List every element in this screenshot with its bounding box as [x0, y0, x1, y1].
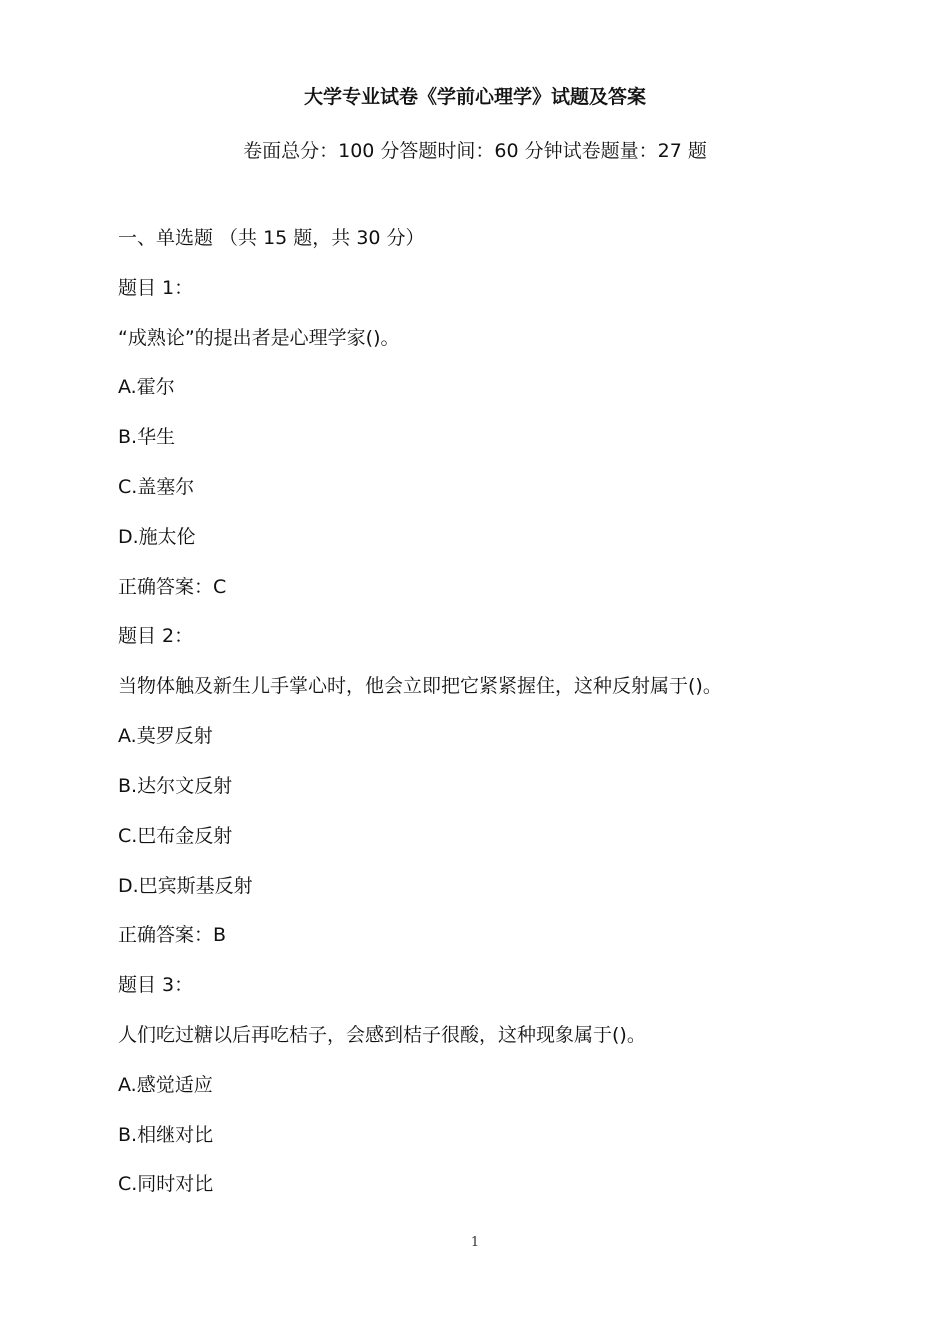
question-2-stem: 当物体触及新生儿手掌心时，他会立即把它紧紧握住，这种反射属于()。	[118, 675, 722, 697]
question-3-option-b: B.相继对比	[118, 1124, 214, 1146]
page-title: 大学专业试卷《学前心理学》试题及答案	[303, 86, 646, 108]
question-1-option-c: C.盖塞尔	[118, 476, 195, 498]
question-2-label: 题目 2：	[118, 625, 194, 647]
question-2-option-b: B.达尔文反射	[118, 775, 233, 797]
question-3-option-c: C.同时对比	[118, 1173, 214, 1195]
exam-meta: 卷面总分：100 分答题时间：60 分钟试卷题量：27 题	[243, 140, 707, 162]
question-3-label: 题目 3：	[118, 974, 194, 996]
question-1-label: 题目 1：	[118, 277, 194, 299]
question-3-option-a: A.感觉适应	[118, 1074, 213, 1096]
question-1-answer: 正确答案：C	[118, 576, 227, 598]
question-3-stem: 人们吃过糖以后再吃桔子，会感到桔子很酸，这种现象属于()。	[118, 1024, 646, 1046]
question-1-option-d: D.施太伦	[118, 526, 196, 548]
question-1-option-b: B.华生	[118, 426, 176, 448]
page-number: 1	[470, 1235, 480, 1250]
section-heading: 一、单选题 （共 15 题，共 30 分）	[118, 227, 425, 249]
question-2-answer: 正确答案：B	[118, 924, 227, 946]
question-1-option-a: A.霍尔	[118, 376, 175, 398]
question-2-option-c: C.巴布金反射	[118, 825, 233, 847]
question-2-option-a: A.莫罗反射	[118, 725, 213, 747]
question-1-stem: “成熟论”的提出者是心理学家()。	[118, 327, 400, 349]
question-2-option-d: D.巴宾斯基反射	[118, 875, 253, 897]
